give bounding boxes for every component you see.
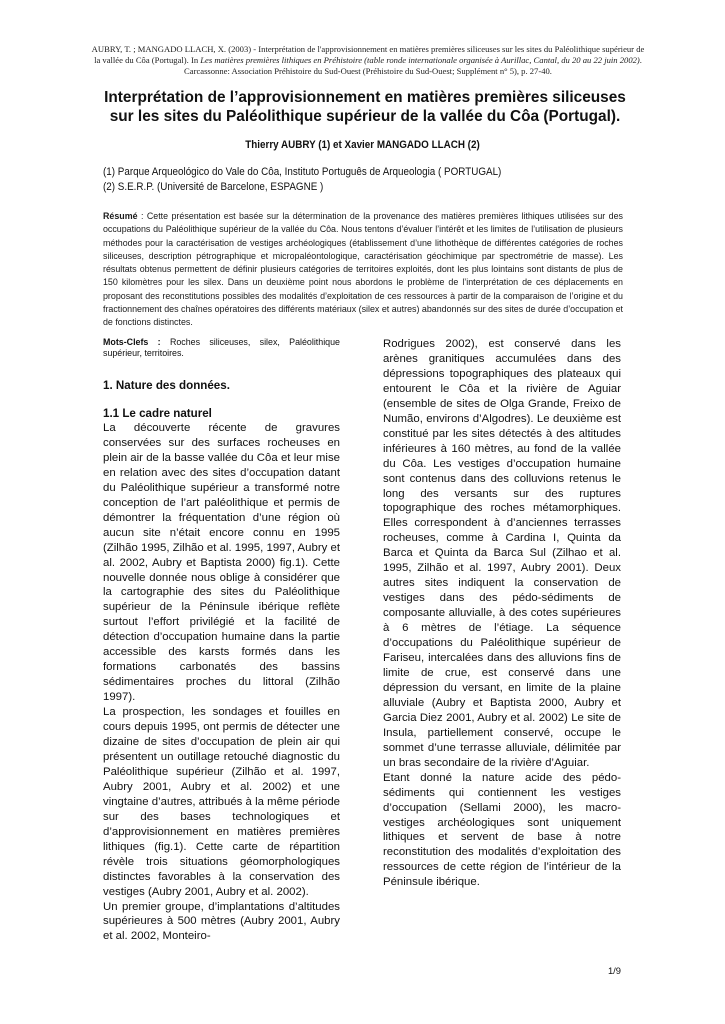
section-heading-1-1: 1.1 Le cadre naturel [103,407,212,420]
left-column [103,337,340,944]
abstract-label: Résumé [103,211,138,221]
section-heading-1: 1. Nature des données. [103,379,230,392]
body-paragraph: La découverte récente de gravures conservées sur des surfaces rocheuses en plein air de la basse vallée du Côa et leur mise en relation avec des sites d’occupation datant du Paléolithique supérieur a transformé notre conception de l’art paléolithique et permis de démontrer la fréquentation d’une région où aucun site n’était encore connu en 1995 (Zilhão 1995, Zilhão et al. 1995, 1997, Aubry et al. 2002, Aubry et Baptista 2000) fig.1). Cette nouvelle donnée nous oblige à considérer que la cartographie des sites du Paléolithique supérieur de la Péninsule ibérique reflète surtout l’effort privilégié et la facilité de détection d’occupation humaine dans la partie accessible des karsts formés dans les formations carbonatés des bassins sédimentaires proches du littoral (Zilhão 1997). [103,422,340,704]
citation-publisher: . Carcassonne: Association Préhistoire du Sud-Ouest (Préhistoire du Sud-Ouest; Supplément n° 5), p. 27-40. [184,55,642,76]
abstract-text: : Cette présentation est basée sur la détermination de la provenance des matières premières lithiques utilisées sur des occupations du Paléolithique supérieur de la vallée du Côa. Nous tentons d’évaluer l’intérêt et les limites de l’utilisation de plusieurs méthodes pour la caractérisation de vestiges archéologiques (établissement d’une lithothèque de différentes catégories de roches siliceuses, description pétrographique et micropaléontologique, caractérisation géochimique par spectrométrie de masse). Les résultats obtenus permettent de définir plusieurs catégories de territoires exploités, dont les plus lointains sont distants de plus de 150 kilomètres pour les silex. Dans un deuxième point nous abordons le problème de l’interprétation de ces déplacements en proposant des reconstitutions possibles des modalités d’exploitation de ces ressources à partir de la comparaison de l’origine et du fractionnement des chaînes opératoires des différents matériaux (silex et autres) abandonnés sur des sites de durée d’occupation et de fonctions distinctes. [103,211,623,327]
affiliation-2: (2) S.E.R.P. (Université de Barcelone, ESPAGNE ) [103,181,324,193]
keywords-text: Roches siliceuses, silex, Paléolithique supérieur, territoires. [103,337,340,358]
abstract [103,210,623,329]
affiliation-1: (1) Parque Arqueológico do Vale do Côa, Instituto Português de Arqueologia ( PORTUGAL) [103,166,502,178]
citation-text: AUBRY, T. ; MANGADO LLACH, X. (2003) - Interprétation de l'approvisionnement en matières premières siliceuses sur les sites du Paléolithique supérieur de la vallée du Côa (Portugal). In [91,44,645,65]
citation-header [88,44,648,77]
page-number: 1/9 [607,965,621,976]
affiliations [103,165,587,195]
body-paragraph: Rodrigues 2002), est conservé dans les arènes granitiques accumulées dans des dépressions topographiques des plateaux qui entourent le Côa et la rivière de Aguiar (ensemble de sites de Olga Grande, Freixo de Numão, environs d’Algodres). Le deuxième est constitué par les sites détectés à des altitudes inférieures à 160 mètres, au fond de la vallée du Côa. Les vestiges d’occupation humaine sont contenus dans des colluvions retenus le long des versants sur des ruptures topographique des roches métamorphiques. Elles correspondent à d’anciennes terrasses rocheuses, comme à Cardina I, Quinta da Barca et Quinta da Barca Sul (Zilhao et al. 1995, Zilhão et al. 1997, Aubry 2001). Deux autres sites indiquent la conservation de vestiges dans des pédo-sédiments de composante alluvialle, à des cotes supérieures à 6 mètres de l’étiage. La séquence d’occupations du Paléolithique supérieur de Fariseu, intercalées dans des alluvions fins de limite de crue, est conservé dans une dépression du versant, en limite de la plaine alluviale (Aubry et Baptista 2000, Aubry et Garcia Diez 2001, Aubry et al. 2002) Le site de Insula, partiellement conservé, occupe le sommet d’une terrasse alluviale, délimitée par un bras secondaire de la rivière d’Aguiar. [383,338,621,769]
keywords-label: Mots-Clefs : [103,337,161,347]
body-paragraph: Un premier groupe, d’implantations d’altitudes supérieures à 500 mètres (Aubry 2001, Aubry et al. 2002, Monteiro- [103,900,340,943]
body-paragraph: Etant donné la nature acide des pédo-sédiments qui contiennent les vestiges d’occupation (Sellami 2000), les macro-vestiges archéologiques sont uniquement lithiques et servent de base à notre reconstitution des modalités d’exploitation des ressources de cette région de l’intérieur de la Péninsule ibérique. [383,771,621,889]
keywords [103,337,340,359]
paper-title: Interprétation de l’approvisionnement en matières premières siliceuses sur les sites du Paléolithique supérieur de la vallée du Côa (Portugal). [104,89,626,125]
right-column [383,337,621,890]
body-paragraph: La prospection, les sondages et fouilles en cours depuis 1995, ont permis de détecter une dizaine de sites d’occupation de plein air qui présentent un outillage retouché diagnostic du Paléolithique supérieur (Zilhão et al. 1997, Aubry 2001, Aubry et al. 2002) et une vingtaine d’autres, attribués à la même période sur des bases technologiques et d’approvisionnement en matières premières lithiques (fig.1). Cette carte de répartition révèle trois situations géomorphologiques distinctes favorables à la conservation des vestiges (Aubry 2001, Aubry et al. 2002). [103,706,340,898]
citation-book-title: Les matières premières lithiques en Préhistoire (table ronde internationale organisée à Aurillac, Cantal, du 20 au 22 juin 2002) [200,55,640,65]
authors: Thierry AUBRY (1) et Xavier MANGADO LLACH (2) [245,139,480,151]
